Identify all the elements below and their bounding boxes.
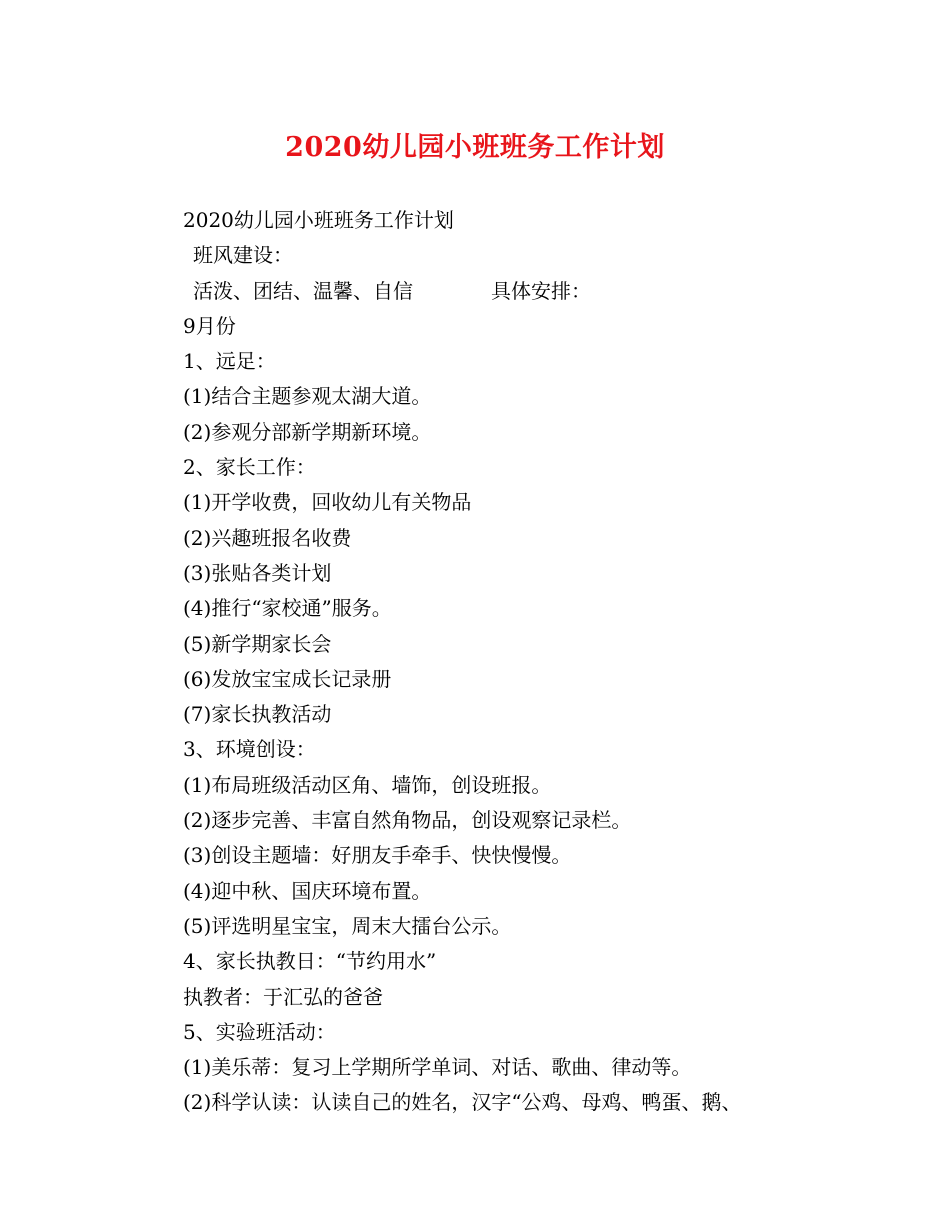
body-line: 4、家长执教日：“节约用水” <box>183 949 437 974</box>
body-line: 9月份 <box>183 313 236 338</box>
body-line: (4)推行“家校通”服务。 <box>183 596 392 621</box>
body-line: 3、环境创设： <box>183 737 316 762</box>
body-line: (2)逐步完善、丰富自然角物品，创设观察记录栏。 <box>183 808 632 833</box>
body-line: (3)张贴各类计划 <box>183 560 332 585</box>
body-line: (7)家长执教活动 <box>183 702 332 727</box>
body-line: (4)迎中秋、国庆环境布置。 <box>183 878 432 903</box>
body-line-pair <box>183 274 883 309</box>
body-line: (1)布局班级活动区角、墙饰，创设班报。 <box>183 772 552 797</box>
body-line: 执教者：于汇弘的爸爸 <box>183 984 383 1009</box>
body-line: (2)参观分部新学期新环境。 <box>183 419 432 444</box>
body-line: 2020幼儿园小班班务工作计划 <box>183 208 454 232</box>
body-line: 5、实验班活动： <box>183 1019 336 1044</box>
body-line: (5)新学期家长会 <box>183 631 332 656</box>
body-line: 2、家长工作： <box>183 455 316 480</box>
body-line: 活泼、团结、温馨、自信 <box>193 278 413 303</box>
body-line: (2)科学认读：认读自己的姓名，汉字“公鸡、母鸡、鸭蛋、鹅、 <box>183 1090 742 1115</box>
body-line: 班风建设： <box>193 243 293 268</box>
body-line: (3)创设主题墙：好朋友手牵手、快快慢慢。 <box>183 843 572 868</box>
body-line: (5)评选明星宝宝，周末大擂台公示。 <box>183 913 512 938</box>
document-body <box>183 203 883 1121</box>
body-line: (1)开学收费，回收幼儿有关物品 <box>183 490 472 515</box>
document-title: 2020幼儿园小班班务工作计划 <box>285 132 665 163</box>
body-line: (1)美乐蒂：复习上学期所学单词、对话、歌曲、律动等。 <box>183 1055 692 1080</box>
body-line: (2)兴趣班报名收费 <box>183 525 352 550</box>
body-line: 具体安排： <box>491 278 591 303</box>
body-line: 1、远足： <box>183 349 276 374</box>
body-line: (6)发放宝宝成长记录册 <box>183 666 392 691</box>
body-line: (1)结合主题参观太湖大道。 <box>183 384 432 409</box>
